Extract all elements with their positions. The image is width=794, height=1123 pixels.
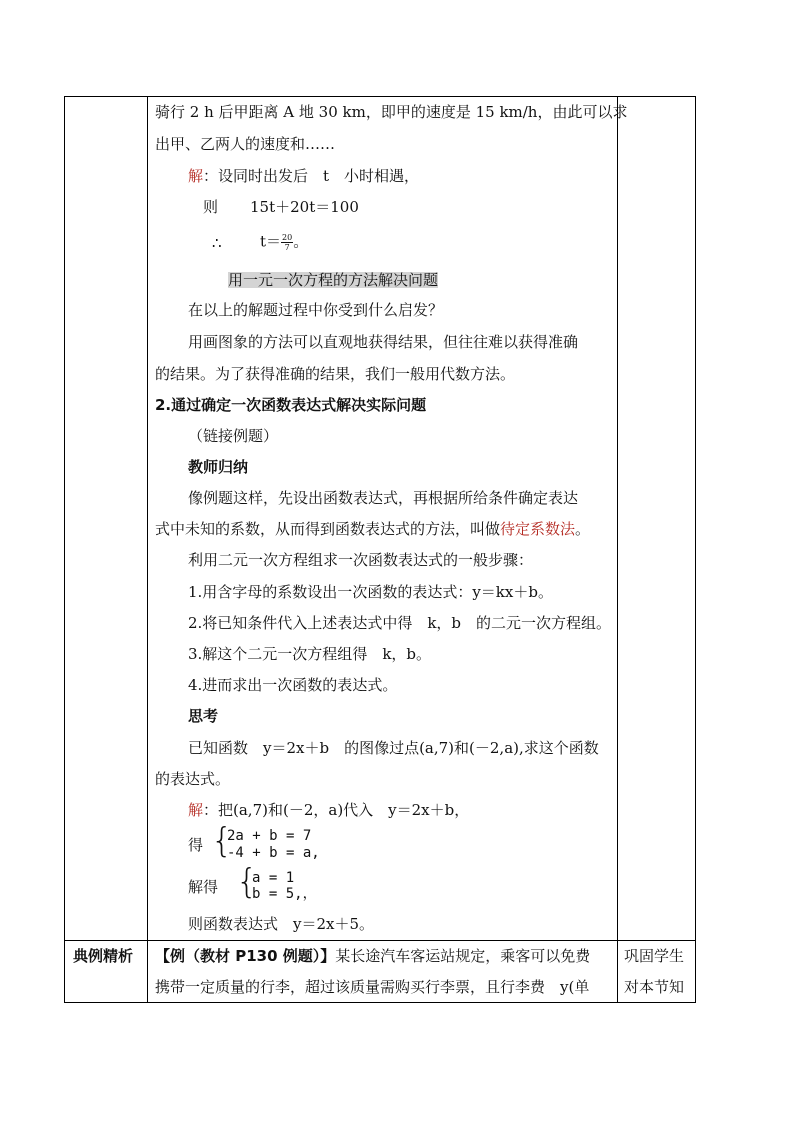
system-sol-2-text: b = 5 [252, 886, 295, 902]
t-equals: t＝ [260, 232, 282, 251]
system-eq-2-text: -4 + b = a [227, 845, 312, 861]
solution-equation: 15t＋20t＝100 [250, 198, 359, 216]
section-2-title: 2.通过确定一次函数表达式解决实际问题 [155, 396, 427, 414]
row-label-typical-examples: 典例精析 [73, 947, 134, 965]
step-3: 3.解这个二元一次方程组得 k，b。 [188, 645, 432, 663]
period: 。 [293, 232, 309, 251]
system-sol-2 [252, 886, 317, 902]
content-line: 骑行 2 h 后甲距离 A 地 30 km，即甲的速度是 15 km/h，由此可以求 [155, 103, 628, 121]
solution-label: 解 [188, 167, 204, 185]
think-question: 的表达式。 [155, 770, 231, 788]
system-sol-1: a = 1 [252, 870, 295, 886]
steps-intro: 利用二元一次方程组求一次函数表达式的一般步骤： [188, 551, 534, 569]
example-text: 某长途汽车客运站规定，乘客可以免费 [335, 947, 591, 965]
solve-label: 解得 [188, 878, 219, 896]
summary-line: 像例题这样，先设出函数表达式，再根据所给条件确定表达 [188, 489, 579, 507]
method-highlight: 用一元一次方程的方法解决问题 [228, 271, 439, 289]
table-col-left [64, 96, 65, 1003]
system-brace: { [211, 821, 233, 861]
solution-text: ：设同时出发后 t 小时相遇， [203, 167, 420, 185]
example-line [155, 948, 590, 964]
get-label: 得 [188, 836, 204, 854]
note-line: 对本节知 [624, 978, 685, 996]
think-heading: 思考 [188, 707, 219, 725]
step-4: 4.进而求出一次函数的表达式。 [188, 676, 398, 694]
think-question: 已知函数 y＝2x＋b 的图像过点(a,7)和(－2,a),求这个函数 [188, 739, 599, 757]
system-eq-1: 2a + b = 7 [227, 828, 312, 844]
note-line: 巩固学生 [624, 947, 685, 965]
step-1: 1.用含字母的系数设出一次函数的表达式：y＝kx＋b。 [188, 583, 553, 601]
answer-inspire: 用画图象的方法可以直观地获得结果，但往往难以获得准确 [188, 333, 579, 351]
fraction [281, 233, 293, 252]
fraction-denominator: 7 [284, 243, 290, 252]
solution-2 [188, 802, 469, 818]
summary-line [155, 521, 590, 537]
table-col-right [695, 96, 696, 1003]
therefore-symbol: ∴ [212, 234, 222, 252]
solution-text: ：把(a,7)和(－2，a)代入 y＝2x＋b， [203, 801, 470, 819]
example-tag: 【例（教材 P130 例题）】 [155, 947, 336, 965]
example-line: 携带一定质量的行李，超过该质量需购买行李票，且行李费 y(单 [155, 978, 590, 996]
step-2: 2.将已知条件代入上述表达式中得 k，b 的二元一次方程组。 [188, 614, 612, 632]
table-border-bottom [64, 1002, 696, 1003]
table-border-top [64, 96, 696, 97]
system-tail: ,， [294, 886, 317, 902]
content-line: 出甲、乙两人的速度和…… [155, 135, 336, 153]
teacher-summary-heading: 教师归纳 [188, 458, 249, 476]
link-example: （链接例题） [188, 427, 279, 445]
solution-t-value [260, 233, 308, 252]
fraction-numerator: 20 [282, 233, 293, 242]
table-col-divider-1 [147, 96, 148, 1003]
system-brace: { [236, 862, 258, 902]
summary-text: 式中未知的系数，从而得到函数表达式的方法，叫做 [155, 520, 501, 538]
system-eq-2 [227, 845, 320, 861]
solution-label: 解 [188, 801, 204, 819]
question-inspire: 在以上的解题过程中你受到什么启发？ [188, 301, 444, 319]
period: 。 [575, 520, 591, 538]
solution-1 [188, 168, 419, 184]
final-expression: 则函数表达式 y＝2x＋5。 [188, 915, 375, 933]
system-tail: , [311, 845, 320, 861]
table-col-divider-2 [617, 96, 618, 1003]
answer-inspire: 的结果。为了获得准确的结果，我们一般用代数方法。 [155, 365, 516, 383]
table-row-divider [64, 940, 696, 941]
solution-then: 则 [203, 198, 219, 216]
term-undetermined-coefficients: 待定系数法 [500, 520, 576, 538]
